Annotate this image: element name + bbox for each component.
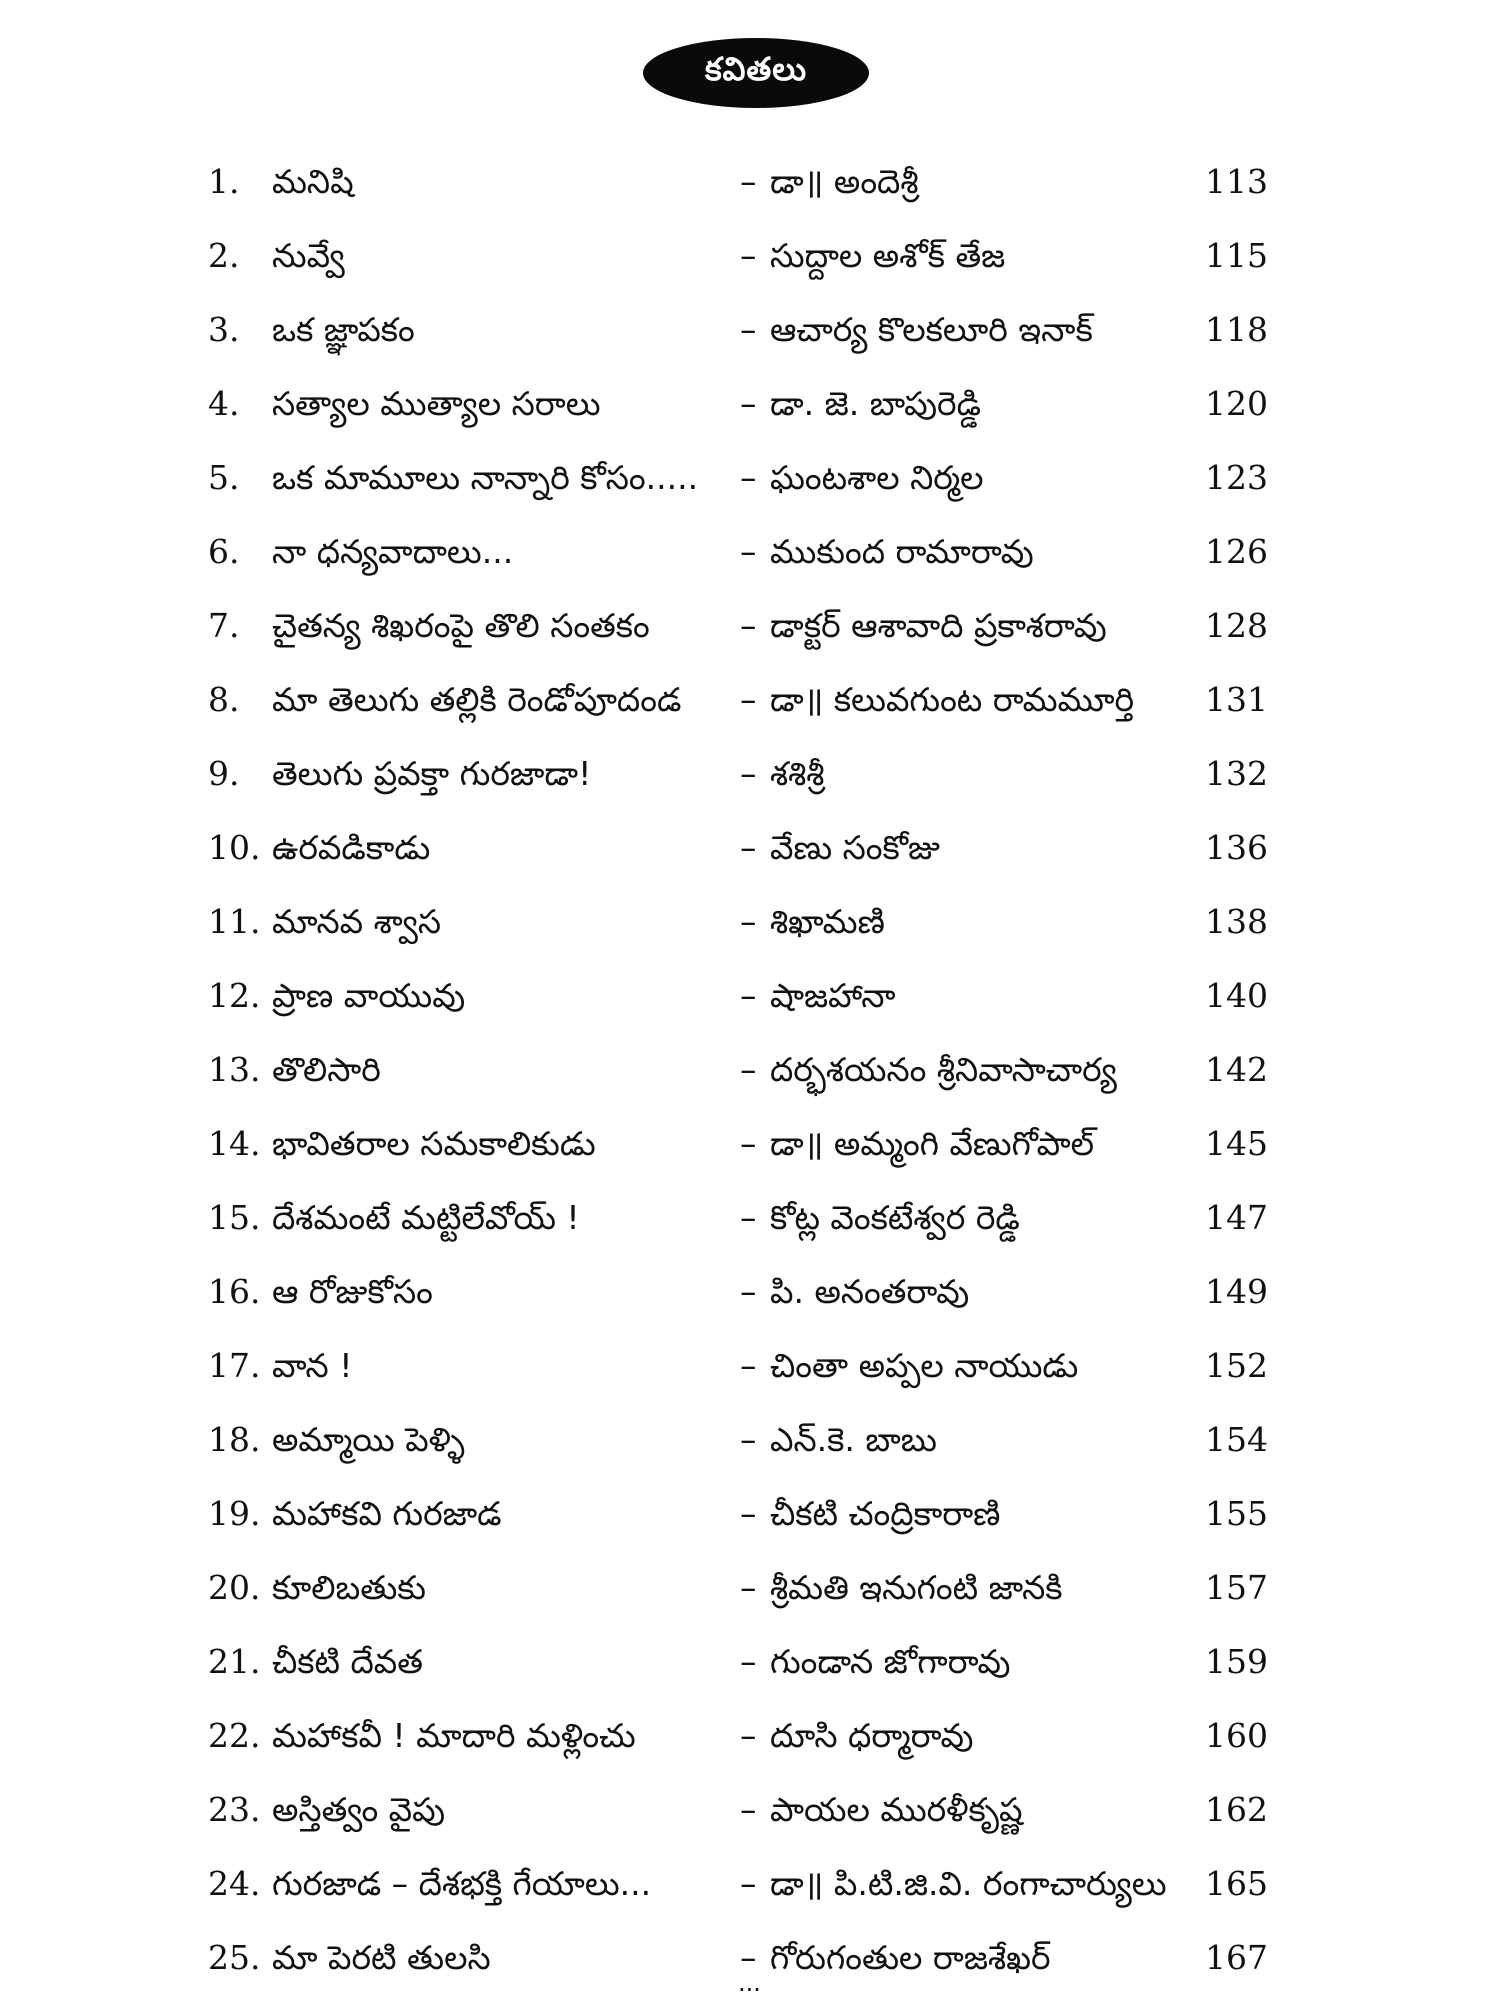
toc-row [0,811,1500,885]
entry-page-number: 152 [1205,1346,1268,1385]
entry-dash: – [740,1272,757,1311]
entry-dash: – [740,458,757,497]
toc-row [0,145,1500,219]
entry-title: ఒక జ్ఞాపకం [272,310,415,349]
entry-dash: – [740,1568,757,1607]
toc-row [0,1181,1500,1255]
entry-author: కోట్ల వెంకటేశ్వర రెడ్డి [770,1198,1020,1237]
entry-number: 12. [208,976,261,1015]
table-of-contents [0,145,1500,1995]
entry-dash: – [740,976,757,1015]
entry-author: గోరుగంతుల రాజశేఖర్ [770,1938,1051,1977]
entry-dash: – [740,1198,757,1237]
entry-dash: – [740,532,757,571]
entry-author: శ్రీమతి ఇనుగంటి జానకి [770,1568,1063,1607]
toc-row [0,293,1500,367]
entry-number: 22. [208,1716,261,1755]
entry-dash: – [740,1642,757,1681]
entry-author: దూసి ధర్మారావు [770,1716,974,1755]
entry-author: డా. జె. బాపురెడ్డి [770,384,982,423]
entry-title: నా ధన్యవాదాలు... [272,532,514,571]
entry-author: శిఖామణి [770,902,885,941]
continuation-marker: ... [738,1969,761,1997]
toc-row [0,959,1500,1033]
entry-page-number: 128 [1205,606,1268,645]
toc-row [0,1847,1500,1921]
entry-title: దేశమంటే మట్టిలేవోయ్ ! [272,1198,580,1237]
entry-title: మహాకవీ ! మాదారి మళ్లించు [272,1716,636,1755]
entry-dash: – [740,1790,757,1829]
toc-row [0,1699,1500,1773]
entry-title: చైతన్య శిఖరంపై తొలి సంతకం [272,606,650,645]
toc-row [0,1773,1500,1847]
entry-dash: – [740,384,757,423]
entry-number: 23. [208,1790,261,1829]
entry-title: మానవ శ్వాస [272,902,441,941]
entry-page-number: 142 [1205,1050,1268,1089]
entry-author: ఘంటశాల నిర్మల [770,458,984,497]
entry-author: ఎన్.కె. బాబు [770,1420,937,1459]
toc-row [0,515,1500,589]
entry-dash: – [740,1938,757,1977]
entry-title: తొలిసారి [272,1050,381,1089]
toc-row [0,737,1500,811]
entry-author: డాక్టర్ ఆశావాది ప్రకాశరావు [770,606,1107,645]
entry-number: 14. [208,1124,261,1163]
entry-page-number: 160 [1205,1716,1268,1755]
toc-row [0,885,1500,959]
entry-dash: – [740,1494,757,1533]
entry-page-number: 132 [1205,754,1268,793]
entry-number: 8. [208,680,240,719]
entry-author: సుద్దాల అశోక్ తేజ [770,236,1006,275]
entry-title: వాన ! [272,1346,353,1385]
entry-page-number: 155 [1205,1494,1268,1533]
entry-title: ఆ రోజుకోసం [272,1272,433,1311]
entry-author: డా॥ పి.టి.జి.వి. రంగాచార్యులు [770,1864,1167,1903]
entry-number: 10. [208,828,261,867]
toc-row [0,1477,1500,1551]
section-heading-badge [643,38,869,108]
entry-title: తెలుగు ప్రవక్తా గురజాడా! [272,754,592,793]
toc-row [0,1551,1500,1625]
entry-dash: – [740,1124,757,1163]
entry-title: మా తెలుగు తల్లికి రెండోపూదండ [272,680,682,719]
entry-title: భావితరాల సమకాలికుడు [272,1124,596,1163]
entry-author: గుండాన జోగారావు [770,1642,1011,1681]
entry-number: 19. [208,1494,261,1533]
entry-title: అస్తిత్వం వైపు [272,1790,446,1829]
entry-title: గురజాడ – దేశభక్తి గేయాలు... [272,1864,652,1903]
entry-page-number: 165 [1205,1864,1268,1903]
entry-dash: – [740,1864,757,1903]
toc-row [0,1033,1500,1107]
entry-number: 15. [208,1198,261,1237]
entry-number: 21. [208,1642,261,1681]
entry-author: పి. అనంతరావు [770,1272,970,1311]
entry-number: 20. [208,1568,261,1607]
entry-title: నువ్వే [272,236,345,275]
entry-author: ముకుంద రామారావు [770,532,1034,571]
toc-row [0,589,1500,663]
entry-title: సత్యాల ముత్యాల సరాలు [272,384,601,423]
entry-page-number: 115 [1205,236,1268,275]
entry-number: 18. [208,1420,261,1459]
entry-author: పాయల మురళీకృష్ణ [770,1790,1023,1829]
entry-dash: – [740,1420,757,1459]
entry-title: మా పెరటి తులసి [272,1938,491,1977]
entry-dash: – [740,828,757,867]
entry-page-number: 123 [1205,458,1268,497]
entry-title: ఒక మామూలు నాన్నారి కోసం..... [272,458,699,497]
entry-page-number: 147 [1205,1198,1268,1237]
entry-number: 17. [208,1346,261,1385]
entry-author: డా॥ అందెశ్రీ [770,162,919,201]
entry-page-number: 131 [1205,680,1268,719]
entry-number: 13. [208,1050,261,1089]
toc-row [0,367,1500,441]
entry-page-number: 140 [1205,976,1268,1015]
entry-page-number: 162 [1205,1790,1268,1829]
entry-page-number: 149 [1205,1272,1268,1311]
entry-author: చీకటి చంద్రికారాణి [770,1494,1001,1533]
entry-number: 4. [208,384,240,423]
entry-page-number: 159 [1205,1642,1268,1681]
entry-title: మనిషి [272,162,354,201]
entry-number: 7. [208,606,240,645]
entry-author: షాజహానా [770,976,896,1015]
entry-author: చింతా అప్పల నాయుడు [770,1346,1079,1385]
entry-dash: – [740,162,757,201]
entry-title: కూలిబతుకు [272,1568,426,1607]
entry-dash: – [740,1716,757,1755]
entry-dash: – [740,680,757,719]
entry-number: 16. [208,1272,261,1311]
entry-number: 3. [208,310,240,349]
entry-number: 25. [208,1938,261,1977]
entry-author: డా॥ అమ్మంగి వేణుగోపాల్ [770,1124,1094,1163]
entry-dash: – [740,236,757,275]
entry-dash: – [740,1050,757,1089]
toc-row [0,1255,1500,1329]
entry-title: ప్రాణ వాయువు [272,976,466,1015]
entry-dash: – [740,310,757,349]
toc-row [0,663,1500,737]
entry-title: ఉరవడికాడు [272,828,431,867]
entry-title: అమ్మాయి పెళ్ళి [272,1420,465,1459]
entry-author: శశిశ్రీ [770,754,825,793]
entry-page-number: 120 [1205,384,1268,423]
entry-title: చీకటి దేవత [272,1642,423,1681]
entry-page-number: 167 [1205,1938,1268,1977]
entry-number: 1. [208,162,240,201]
entry-number: 6. [208,532,240,571]
entry-page-number: 138 [1205,902,1268,941]
entry-dash: – [740,1346,757,1385]
entry-page-number: 118 [1205,310,1268,349]
section-heading: కవితలు [704,50,808,88]
toc-row [0,1403,1500,1477]
entry-number: 5. [208,458,240,497]
toc-row [0,1625,1500,1699]
entry-author: ఆచార్య కొలకలూరి ఇనాక్ [770,310,1093,349]
entry-page-number: 126 [1205,532,1268,571]
entry-dash: – [740,902,757,941]
toc-row [0,1329,1500,1403]
entry-page-number: 145 [1205,1124,1268,1163]
entry-number: 24. [208,1864,261,1903]
entry-title: మహాకవి గురజాడ [272,1494,502,1533]
entry-page-number: 136 [1205,828,1268,867]
entry-author: దర్భశయనం శ్రీనివాసాచార్య [770,1050,1117,1089]
entry-dash: – [740,606,757,645]
entry-number: 11. [208,902,261,941]
toc-row [0,441,1500,515]
entry-page-number: 157 [1205,1568,1268,1607]
entry-page-number: 113 [1205,162,1268,201]
entry-page-number: 154 [1205,1420,1268,1459]
entry-author: వేణు సంకోజు [770,828,940,867]
entry-author: డా॥ కలువగుంట రామమూర్తి [770,680,1135,719]
toc-row [0,1107,1500,1181]
entry-dash: – [740,754,757,793]
entry-number: 9. [208,754,240,793]
entry-number: 2. [208,236,240,275]
toc-row [0,219,1500,293]
